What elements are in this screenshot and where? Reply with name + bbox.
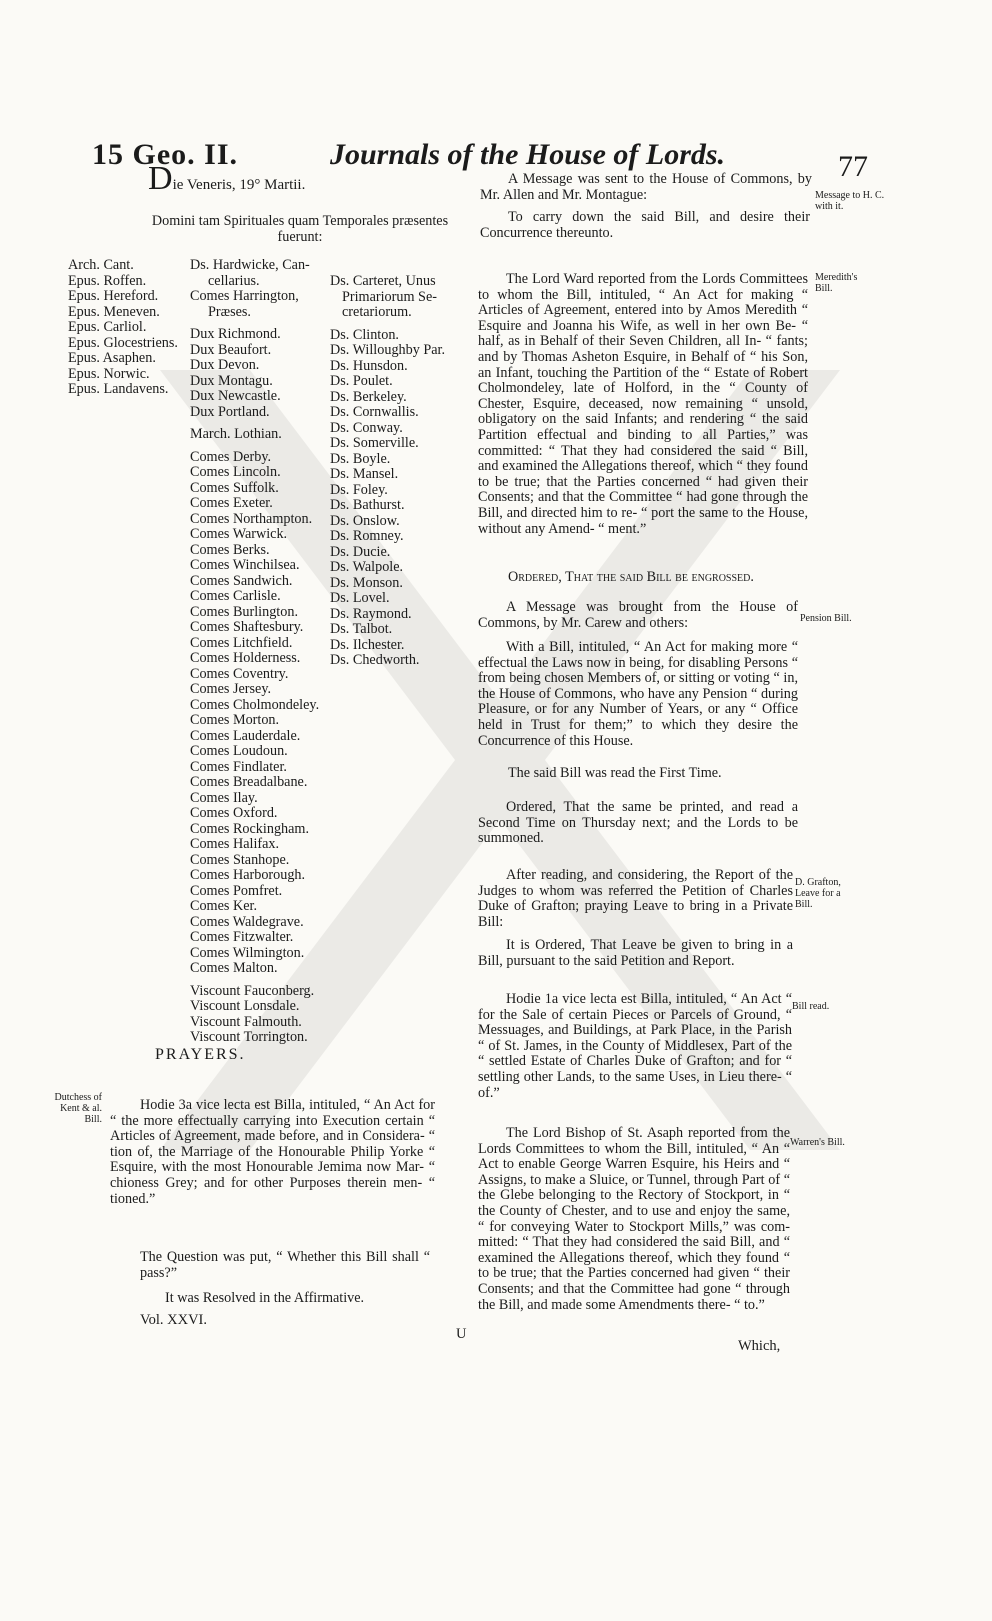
lord-name: Comes Exeter.: [190, 495, 273, 511]
lord-name: Dux Montagu.: [190, 372, 273, 389]
baron-name: Ds. Conway.: [330, 419, 403, 436]
baron-name: Ds. Carteret, Unus: [330, 273, 436, 289]
baron-name: Ds. Bathurst.: [330, 497, 405, 513]
baron-name: Ds. Somerville.: [330, 435, 419, 451]
margin-note-message-to-hc: Message to H. C. with it.: [815, 190, 885, 212]
drop-cap: D: [148, 160, 173, 197]
baron-name: Ds. Monson.: [330, 574, 403, 591]
bishop-name: Epus. Landavens.: [68, 381, 169, 397]
right-para-message-sent: A Message was sent to the House of Commons, by Mr. Allen and Mr. Montague:: [480, 171, 812, 203]
baron-name: Ds. Clinton.: [330, 326, 399, 343]
lord-name: Viscount Falmouth.: [190, 1013, 302, 1030]
right-para-meredith-report: The Lord Ward reported from the Lords Committees to whom the Bill, intituled, “ An Act for making “ Articles of Agreement, entered into by Amos Meredith “ Esquire and Joanna his Wife, as well in her own Be- “ half, as in Behalf of their Seven Children, all In- “ fants; and by Thomas Asheton Esquire, in Behalf of “ his Son, an Infant, touching the Partition of the “ Estate of Robert Cholmondeley, late of Holford, in the “ County of Chester, Esquire, deceased, now remaining “ unsold, obligatory on the said Infants; and rendering “ the said Partition effectual and binding to all Parties,” was committed: “ That they had considered the said “ Bill, and examined the Allegations thereof, which “ they found to be true; that the Parties concerned “ had given their Consents; and that the Committee “ had gone through the Bill, and directed him to re- “ port the same to the House, without any Amend- “ ment.”: [478, 271, 808, 537]
lord-name: Viscount Torrington.: [190, 1029, 308, 1045]
lord-name: Comes Berks.: [190, 541, 270, 558]
margin-note-merediths-bill: Meredith's Bill.: [815, 272, 858, 294]
margin-note-grafton-leave: D. Grafton, Leave for a Bill.: [795, 877, 841, 910]
left-para-1: Hodie 3a vice lecta est Billa, intituled, “ An Act for “ the more effectually carrying into Execution certain “ Articles of Agreement, made before, and in Considera- “ tion of, the Marriage of the Honourable Philip Yorke “ Esquire, with the most Honourable Jemima now Mar- “ chioness Grey; and for other Purposes therein men- “ tioned.”: [110, 1097, 435, 1207]
prayers-heading: PRAYERS.: [155, 1046, 246, 1063]
lord-name: Comes Harborough.: [190, 867, 306, 883]
right-para-pension-bill: With a Bill, intituled, “ An Act for making more “ effectual the Laws now in being, for disabling Persons “ from being chosen Members of, or sitting or voting “ in, the House of Commons, who have any Pension “ during Pleasure, or for any Number of Years, or any “ Office held in Trust for them;” to which they desire the Concurrence of this House.: [478, 639, 798, 749]
baron-name: Ds. Talbot.: [330, 621, 393, 637]
lord-name: Dux Devon.: [190, 357, 260, 373]
baron-name: Ds. Walpole.: [330, 559, 404, 575]
lord-name: cellarius.: [208, 272, 260, 289]
lord-name: Comes Wilmington.: [190, 944, 305, 961]
page-number: 77: [838, 150, 868, 183]
margin-note-bill-read: Bill read.: [792, 1001, 830, 1012]
barons-list: [330, 274, 445, 669]
bishop-name: Epus. Norwic.: [68, 365, 150, 382]
baron-name: Ds. Poulet.: [330, 373, 393, 389]
baron-name: Ds. Romney.: [330, 528, 404, 544]
running-head-title: Journals of the House of Lords.: [330, 138, 726, 171]
right-para-ordered-printed: Ordered, That the same be printed, and read a Second Time on Thursday next; and the Lords to be summoned.: [478, 799, 798, 847]
baron-name: cretariorum.: [342, 304, 412, 320]
lord-name: Comes Breadalbane.: [190, 774, 308, 790]
lord-name: Comes Pomfret.: [190, 882, 283, 899]
lord-name: Dux Newcastle.: [190, 388, 281, 404]
left-para-3: It was Resolved in the Affirmative.: [165, 1290, 365, 1306]
lord-name: March. Lothian.: [190, 426, 282, 442]
lord-name: Comes Fitzwalter.: [190, 929, 294, 945]
baron-name: Ds. Ilchester.: [330, 636, 405, 653]
lord-name: Comes Northampton.: [190, 510, 313, 527]
lord-name: Comes Rockingham.: [190, 820, 310, 837]
lord-name: Ds. Hardwicke, Can-: [190, 257, 310, 273]
lord-name: Comes Cholmondeley.: [190, 696, 320, 713]
bishop-name: Epus. Hereford.: [68, 288, 159, 304]
bishop-name: Epus. Glocestriens.: [68, 334, 178, 351]
baron-name: Ds. Lovel.: [330, 590, 390, 606]
lord-name: Comes Suffolk.: [190, 479, 279, 496]
lord-name: Dux Richmond.: [190, 326, 281, 342]
volume-number: Vol. XXVI.: [140, 1312, 207, 1328]
margin-note-warrens-bill: Warren's Bill.: [790, 1137, 845, 1148]
lord-name: Comes Holderness.: [190, 650, 301, 666]
margin-note-pension-bill: Pension Bill.: [800, 613, 852, 624]
right-para-leave-given: It is Ordered, That Leave be given to bring in a Bill, pursuant to the said Petition and Report.: [478, 937, 793, 969]
lord-name: Comes Halifax.: [190, 836, 280, 852]
lord-name: Comes Carlisle.: [190, 588, 281, 604]
baron-name: Ds. Foley.: [330, 481, 388, 498]
lord-name: Viscount Lonsdale.: [190, 998, 300, 1014]
presentes-line: Domini tam Spirituales quam Temporales præsentes fuerunt:: [151, 213, 449, 245]
day-date: ie Veneris, 19° Martii.: [172, 177, 306, 193]
running-head-regnal-year: 15 Geo. II.: [92, 138, 238, 171]
baron-name: Ds. Chedworth.: [330, 652, 420, 668]
lord-name: Viscount Fauconberg.: [190, 982, 315, 999]
lord-name: Comes Malton.: [190, 960, 278, 976]
baron-name: Ds. Boyle.: [330, 450, 391, 467]
margin-note-dutchess-of-kent: Dutchess of Kent & al. Bill.: [54, 1092, 102, 1125]
lord-name: Comes Litchfield.: [190, 634, 293, 651]
baron-name: Ds. Raymond.: [330, 605, 412, 622]
lord-name: Comes Findlater.: [190, 758, 287, 775]
lord-name: Comes Stanhope.: [190, 851, 290, 868]
bishop-name: Epus. Carliol.: [68, 319, 147, 335]
baron-name: Ds. Ducie.: [330, 543, 391, 560]
baron-name: Primariorum Se-: [342, 288, 437, 305]
lord-name: Comes Derby.: [190, 448, 272, 465]
lord-name: Comes Lauderdale.: [190, 727, 301, 744]
bishop-name: Arch. Cant.: [68, 257, 134, 273]
lord-name: Comes Winchilsea.: [190, 557, 300, 573]
baron-name: Ds. Cornwallis.: [330, 404, 419, 420]
right-para-message-brought: A Message was brought from the House of Commons, by Mr. Carew and others:: [478, 599, 798, 631]
bishop-name: Epus. Asaphen.: [68, 350, 156, 366]
lord-name: Comes Loudoun.: [190, 743, 288, 759]
lord-name: Dux Beaufort.: [190, 341, 272, 358]
right-para-park-place-bill: Hodie 1a vice lecta est Billa, intituled, “ An Act “ for the Sale of certain Pieces or Parcels of Ground, “ Messuages, and Buildings, at Park Place, in the Parish “ of St. James, in the County of Middlesex, Part of the “ settled Estate of Charles Duke of Grafton; and for “ settling other Lands, to the same Uses, in Lieu there- “ of.”: [478, 991, 792, 1101]
lord-name: Comes Jersey.: [190, 681, 272, 697]
bishop-name: Epus. Meneven.: [68, 303, 160, 320]
bishops-list: [68, 258, 178, 398]
lord-name: Præses.: [208, 303, 251, 320]
lord-name: Comes Morton.: [190, 712, 280, 728]
baron-name: Ds. Onslow.: [330, 512, 400, 529]
day-heading: [148, 160, 306, 197]
bishop-name: Epus. Roffen.: [68, 272, 147, 289]
right-para-first-time: The said Bill was read the First Time.: [508, 765, 722, 781]
baron-name: Ds. Mansel.: [330, 466, 399, 482]
lord-name: Comes Coventry.: [190, 665, 289, 682]
lord-name: Comes Harrington,: [190, 288, 299, 304]
right-para-carry-down: To carry down the said Bill, and desire their Concurrence thereunto.: [480, 209, 810, 241]
left-para-2: The Question was put, “ Whether this Bill shall “ pass?”: [140, 1249, 430, 1281]
lord-name: Comes Warwick.: [190, 526, 288, 542]
lord-name: Comes Lincoln.: [190, 464, 281, 480]
lord-name: Dux Portland.: [190, 403, 270, 420]
right-para-warren-report: The Lord Bishop of St. Asaph reported from the Lords Committees to whom the Bill, intituled, “ An “ Act to enable George Warren Esquire, his Heirs and “ Assigns, to make a Sluice, or Tunnel, through Part of “ the Glebe belonging to the Rectory of Stockport, in “ the County of Chester, and to use and enjoy the same, “ for conveying Water to Stockport Mills,” was com- mitted: “ That they had considered the said Bill, and “ examined the Allegations thereof, which they found “ to be true; that the Parties concerned had given “ their Consents; and that the Committee had gone “ through the Bill, and made some Amendments there- “ to.”: [478, 1125, 790, 1313]
lord-name: Comes Ilay.: [190, 789, 258, 806]
lord-name: Comes Sandwich.: [190, 572, 293, 589]
lord-name: Comes Waldegrave.: [190, 913, 304, 930]
right-para-ordered-engrossed: Ordered, That the said Bill be engrossed.: [508, 569, 754, 585]
right-para-grafton-report: After reading, and considering, the Report of the Judges to whom was referred the Petition of Charles Duke of Grafton; praying Leave to bring in a Private Bill:: [478, 867, 793, 930]
signature-mark: U: [456, 1326, 467, 1342]
lord-name: Comes Shaftesbury.: [190, 619, 304, 635]
baron-name: Ds. Willoughby Par.: [330, 342, 446, 358]
baron-name: Ds. Berkeley.: [330, 388, 407, 405]
temporal-lords-list: [190, 258, 319, 1046]
catchword: Which,: [738, 1338, 781, 1354]
baron-name: Ds. Hunsdon.: [330, 357, 408, 374]
lord-name: Comes Oxford.: [190, 805, 278, 821]
lord-name: Comes Ker.: [190, 898, 257, 914]
lord-name: Comes Burlington.: [190, 603, 298, 620]
